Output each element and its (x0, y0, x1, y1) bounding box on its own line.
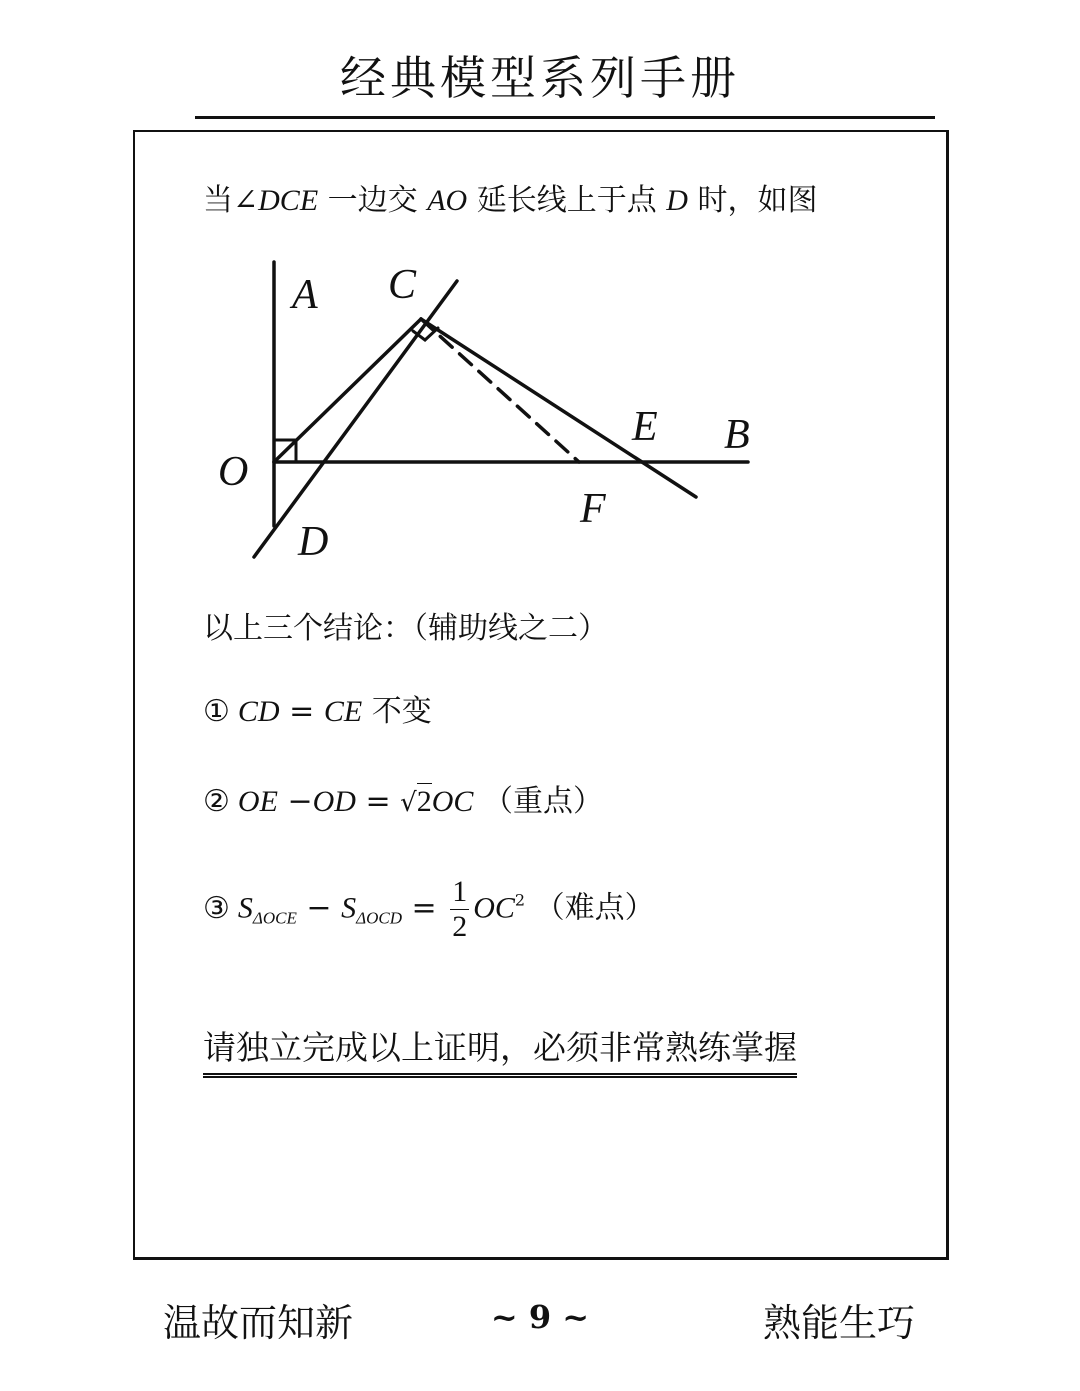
label-b: B (724, 412, 750, 458)
intro-text (203, 175, 818, 219)
intro-point: D (666, 184, 688, 217)
label-o: O (218, 449, 249, 495)
c3-s2: S (341, 891, 357, 925)
label-d: D (298, 519, 329, 565)
c2-note: （重点） (473, 784, 603, 819)
final-note: 请独立完成以上证明，必须非常熟练掌握 (203, 1022, 797, 1078)
fraction (450, 875, 469, 944)
conclusion-3 (203, 875, 655, 944)
c3-sup: 2 (514, 890, 526, 910)
c3-sub1: ΔOCE (252, 908, 297, 928)
c3-rhs: OC (473, 891, 515, 925)
intro-mid2: 延长线上于点 (467, 183, 667, 218)
c3-sub2: ΔOCD (356, 908, 402, 928)
c2-minus: − (277, 784, 313, 819)
page-title: 经典模型系列手册 (340, 51, 740, 105)
intro-line: AO (427, 184, 468, 217)
geometry-figure (200, 245, 780, 575)
conclusions-heading: 以上三个结论：（辅助线之二） (203, 611, 608, 646)
marker-3: ③ (203, 890, 230, 926)
c2-lhs2: OD (312, 785, 356, 818)
sqrt-sign: √ (400, 788, 417, 818)
label-e: E (632, 404, 658, 450)
intro-mid: 一边交 (318, 183, 428, 218)
header-rule (195, 116, 935, 119)
c1-note: 不变 (362, 694, 432, 729)
fraction-denominator: 2 (452, 910, 468, 943)
fraction-numerator: 1 (452, 875, 468, 908)
label-f: F (580, 486, 606, 532)
c2-lhs: OE (237, 785, 278, 818)
sqrt-arg: 2 (416, 785, 432, 818)
c1-lhs: CD (237, 695, 280, 728)
c3-s1: S (237, 891, 253, 925)
c3-eq: = (401, 890, 447, 926)
page-number: ~ 9 ~ (490, 1298, 590, 1336)
c1-rhs: CE (323, 695, 363, 728)
marker-2: ② (203, 784, 230, 819)
label-c: C (388, 262, 417, 308)
c3-minus: − (296, 890, 342, 926)
c2-rhs: OC (431, 785, 474, 818)
intro-angle: DCE (258, 184, 319, 217)
footer-right: 熟能生巧 (763, 1301, 916, 1345)
dashed-cf (421, 319, 579, 462)
conclusion-2 (203, 776, 603, 820)
footer-left: 温故而知新 (163, 1301, 354, 1345)
conclusion-1 (203, 686, 432, 730)
label-a: A (292, 272, 318, 318)
c3-note: （难点） (525, 890, 655, 926)
c1-eq: = (279, 694, 324, 729)
intro-suffix: 时，如图 (687, 183, 818, 218)
marker-1: ① (203, 694, 230, 729)
intro-prefix: 当∠ (203, 183, 259, 218)
c2-eq: = (355, 784, 401, 819)
